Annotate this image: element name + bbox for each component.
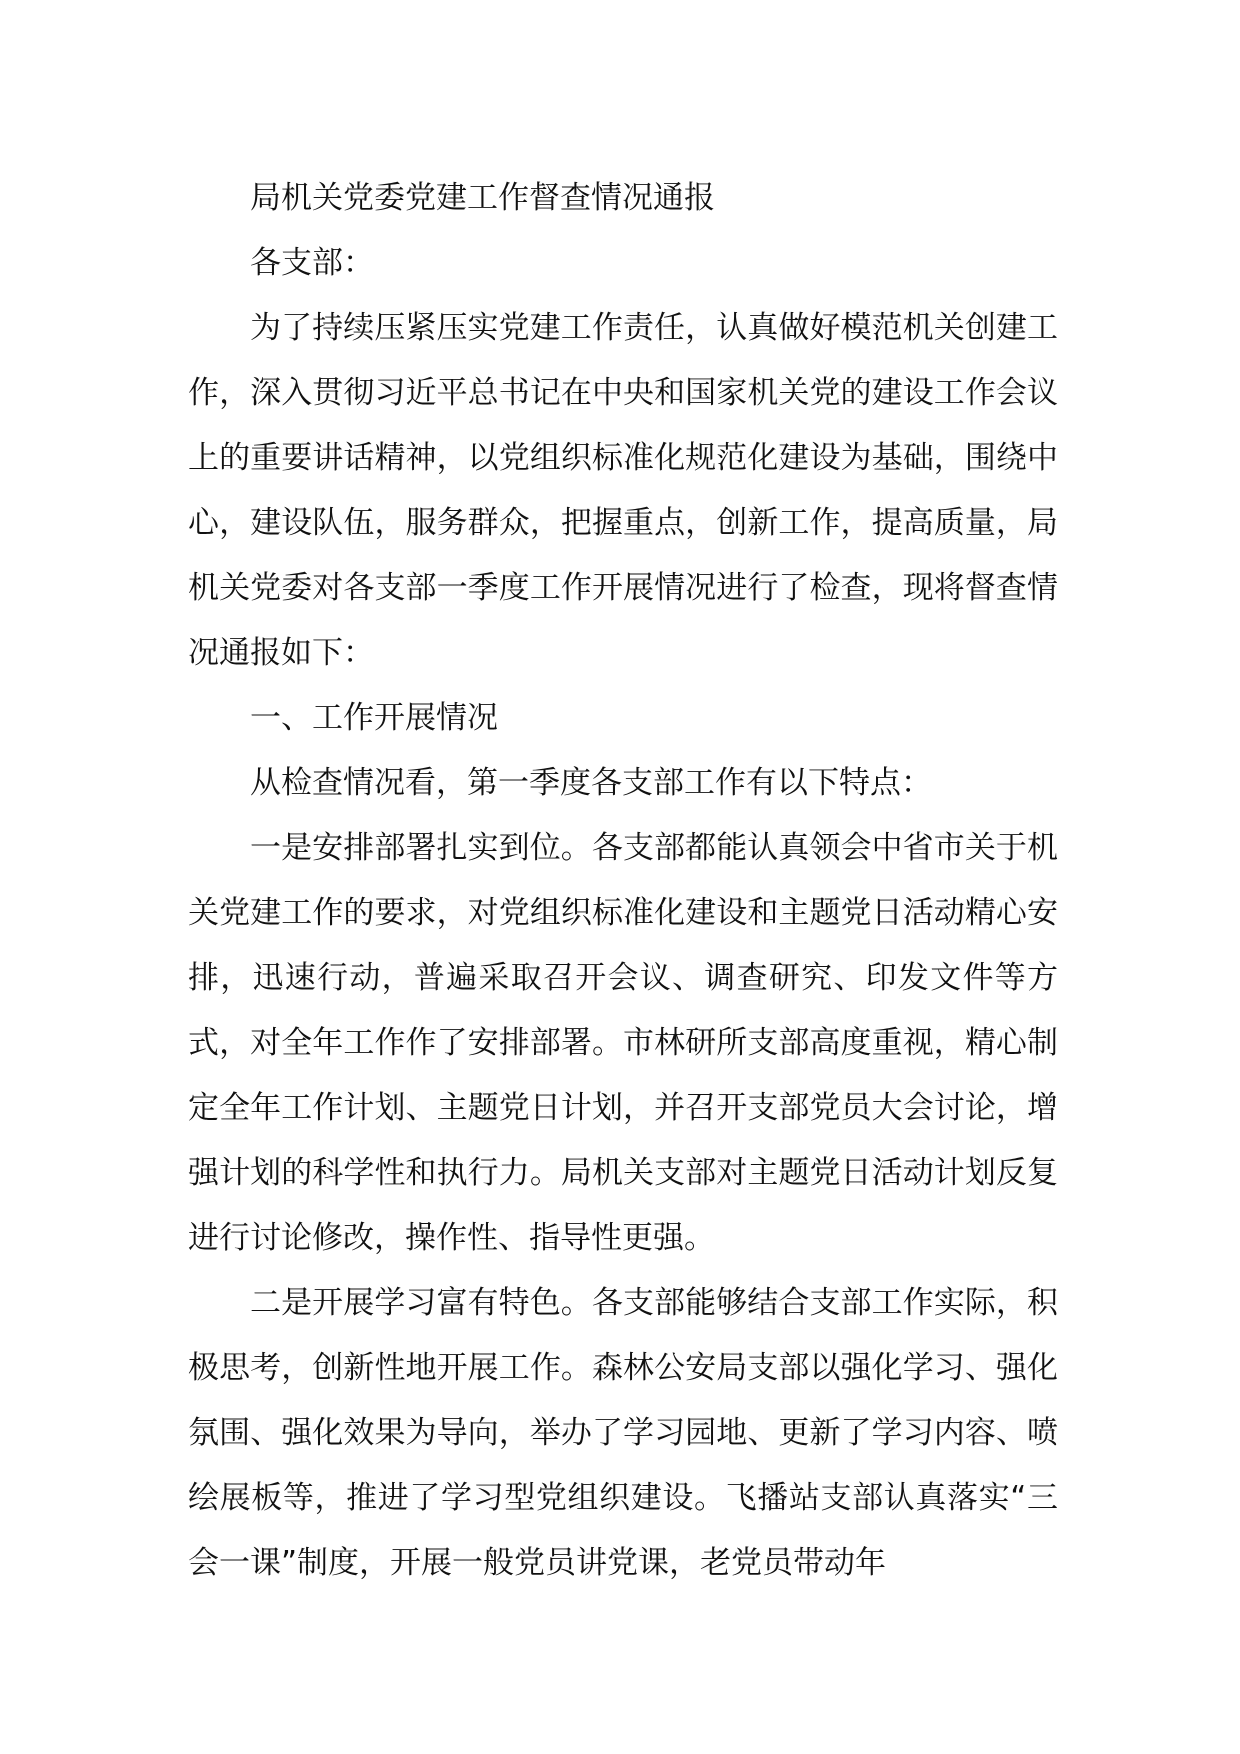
salutation: 各支部：: [250, 245, 374, 281]
document-body: [188, 166, 1058, 1596]
paragraph-point-one: 一是安排部署扎实到位。各支部都能认真领会中省市关于机关党建工作的要求，对党组织标准化建设和主题党日活动精心安排，迅速行动，普遍采取召开会议、调查研究、印发文件等方式，对全年工作作了安排部署。市林研所支部高度重视，精心制定全年工作计划、主题党日计划，并召开支部党员大会讨论，增强计划的科学性和执行力。局机关支部对主题党日活动计划反复进行讨论修改，操作性、指导性更强。: [188, 830, 1058, 1256]
document-title: 局机关党委党建工作督查情况通报: [250, 180, 715, 216]
paragraph-intro: 为了持续压紧压实党建工作责任，认真做好模范机关创建工作，深入贯彻习近平总书记在中央和国家机关党的建设工作会议上的重要讲话精神，以党组织标准化规范化建设为基础，围绕中心，建设队伍，服务群众，把握重点，创新工作，提高质量，局机关党委对各支部一季度工作开展情况进行了检查，现将督查情况通报如下：: [188, 310, 1058, 671]
section-heading: 一、工作开展情况: [250, 700, 498, 736]
paragraph-point-two: 二是开展学习富有特色。各支部能够结合支部工作实际，积极思考，创新性地开展工作。森林公安局支部以强化学习、强化氛围、强化效果为导向，举办了学习园地、更新了学习内容、喷绘展板等，推进了学习型党组织建设。飞播站支部认真落实“三会一课”制度，开展一般党员讲党课，老党员带动年: [188, 1285, 1058, 1581]
paragraph-overview: 从检查情况看，第一季度各支部工作有以下特点：: [250, 765, 932, 801]
